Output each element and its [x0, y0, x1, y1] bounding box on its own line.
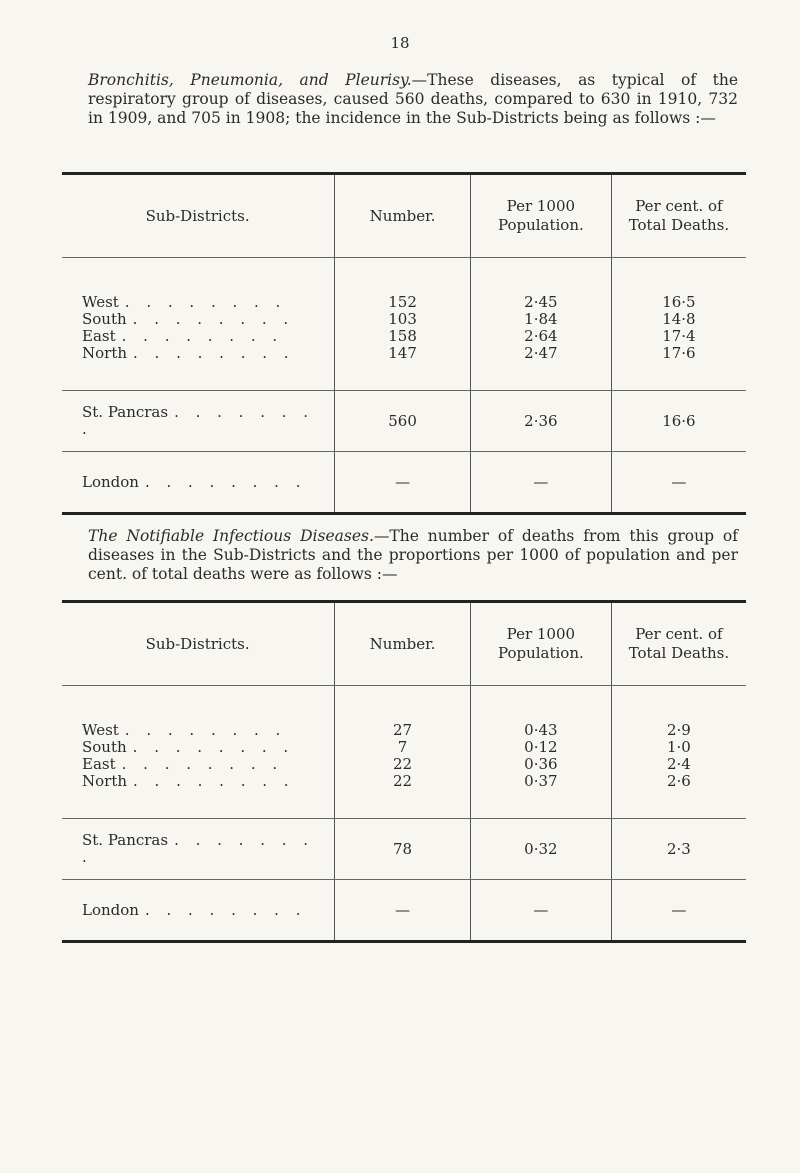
col-header-sub-districts: Sub-Districts.	[62, 602, 335, 686]
header-row	[62, 602, 746, 686]
col-header-number: Number.	[335, 602, 471, 686]
total-row: St. Pancras . . . . . . . . 560 2·36 16·6	[62, 391, 746, 452]
col-header-per-1000: Per 1000 Population.	[470, 174, 611, 258]
table-row: South . . . . . . . . 7 0·12 1·0	[62, 739, 746, 756]
table-row: West . . . . . . . . 27 0·43 2·9	[62, 722, 746, 739]
paragraph-text: —These diseases, as typical of the respiratory group of diseases, caused 560 deaths, compared to 630 in 1910, 732 in 1909, and 705 in 1908; the incidence in the Sub-Districts being as follows :—	[88, 71, 738, 127]
paragraph-lead: The Notifiable Infectious Diseases.	[88, 527, 374, 545]
bronchitis-paragraph	[88, 71, 738, 128]
table-row: South . . . . . . . . 103 1·84 14·8	[62, 311, 746, 328]
table-row: West . . . . . . . . 152 2·45 16·5	[62, 294, 746, 311]
infectious-diseases-paragraph	[88, 527, 738, 584]
table-row: North . . . . . . . . 147 2·47 17·6	[62, 345, 746, 391]
col-header-per-1000: Per 1000 Population.	[470, 602, 611, 686]
col-header-sub-districts: Sub-Districts.	[62, 174, 335, 258]
col-header-number: Number.	[335, 174, 471, 258]
paragraph-lead: Bronchitis, Pneumonia, and Pleurisy.	[88, 71, 412, 89]
col-header-per-cent: Per cent. of Total Deaths.	[611, 174, 746, 258]
table-row: East . . . . . . . . 158 2·64 17·4	[62, 328, 746, 345]
page-number: 18	[390, 34, 410, 52]
header-row	[62, 174, 746, 258]
col-header-per-cent: Per cent. of Total Deaths.	[611, 602, 746, 686]
respiratory-deaths-table	[62, 172, 746, 515]
table-row: North . . . . . . . . 22 0·37 2·6	[62, 773, 746, 819]
london-row: London . . . . . . . . — — —	[62, 452, 746, 514]
infectious-deaths-table	[62, 600, 746, 943]
london-row: London . . . . . . . . — — —	[62, 880, 746, 942]
total-row: St. Pancras . . . . . . . . 78 0·32 2·3	[62, 819, 746, 880]
paragraph-text: —The number of deaths from this group of diseases in the Sub-Districts and the proportions per 1000 of population and per cent. of total deaths were as follows :—	[88, 527, 739, 583]
table-row: East . . . . . . . . 22 0·36 2·4	[62, 756, 746, 773]
